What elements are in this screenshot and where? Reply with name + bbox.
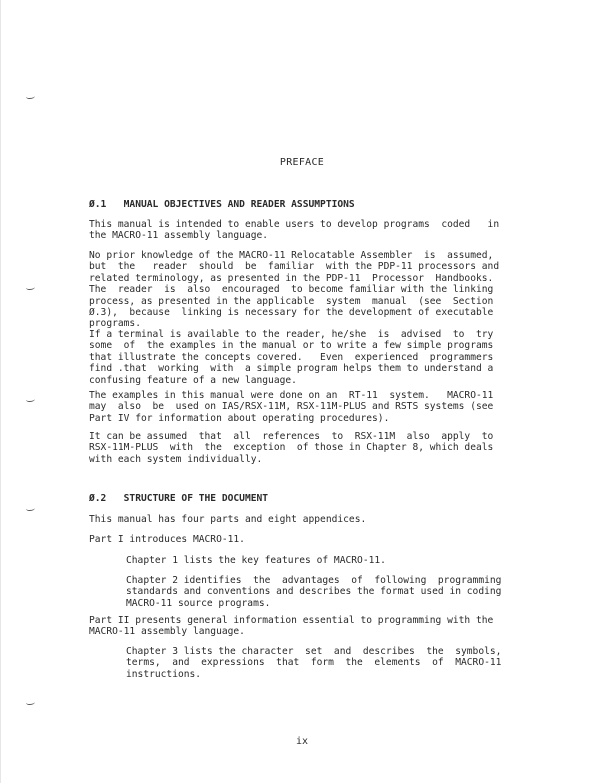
paragraph: It can be assumed that all references to RSX-11M also apply to RSX-11M-PLUS with the exception of those in Chapter 8, which deals with each system individually. xyxy=(89,431,494,465)
paragraph: The examples in this manual were done on an RT-11 system. MACRO-11 may also be used on IAS/RSX-11M, RSX-11M-PLUS and RSTS systems (see Part IV for information about operating procedures). xyxy=(89,390,494,424)
binding-mark xyxy=(26,285,35,290)
section-heading: Ø.2 STRUCTURE OF THE DOCUMENT xyxy=(89,493,269,504)
paragraph: No prior knowledge of the MACRO-11 Relocatable Assembler is assumed, but the reader should be familiar with the PDP-11 processors and related terminology, as presented in the PDP-11 Processor Handbooks. The reader is also encouraged to become familiar with the linking process, as presented in the applicable system manual (see Section Ø.3), because linking is necessary for the development of executable programs. xyxy=(89,250,500,330)
page-number: ix xyxy=(295,736,309,747)
paragraph: Part II presents general information essential to programming with the MACRO-11 assembly language. xyxy=(89,615,494,638)
paragraph: This manual is intended to enable users to develop programs coded in the MACRO-11 assembly language. xyxy=(89,219,500,242)
paragraph: Part I introduces MACRO-11. xyxy=(89,534,245,545)
indented-paragraph: Chapter 3 lists the character set and describes the symbols, terms, and expressions that form the elements of MACRO-11 instructions. xyxy=(126,646,502,680)
page-title: PREFACE xyxy=(279,157,325,168)
binding-mark xyxy=(26,506,35,511)
page-edge-shadow xyxy=(0,0,1,783)
binding-mark xyxy=(26,397,35,402)
indented-paragraph: Chapter 2 identifies the advantages of following programming standards and conventions and describes the format used in coding MACRO-11 source programs. xyxy=(126,575,502,609)
section-heading: Ø.1 MANUAL OBJECTIVES AND READER ASSUMPTIONS xyxy=(89,199,355,210)
paragraph: This manual has four parts and eight appendices. xyxy=(89,514,367,525)
paragraph: If a terminal is available to the reader, he/she is advised to try some of the examples in the manual or to write a few simple programs that illustrate the concepts covered. Even experienced programmers find .that working with a simple program helps them to understand a confusing feature of a new language. xyxy=(89,329,494,386)
binding-mark xyxy=(26,94,35,99)
binding-mark xyxy=(26,700,35,705)
indented-paragraph: Chapter 1 lists the key features of MACRO-11. xyxy=(126,555,386,566)
